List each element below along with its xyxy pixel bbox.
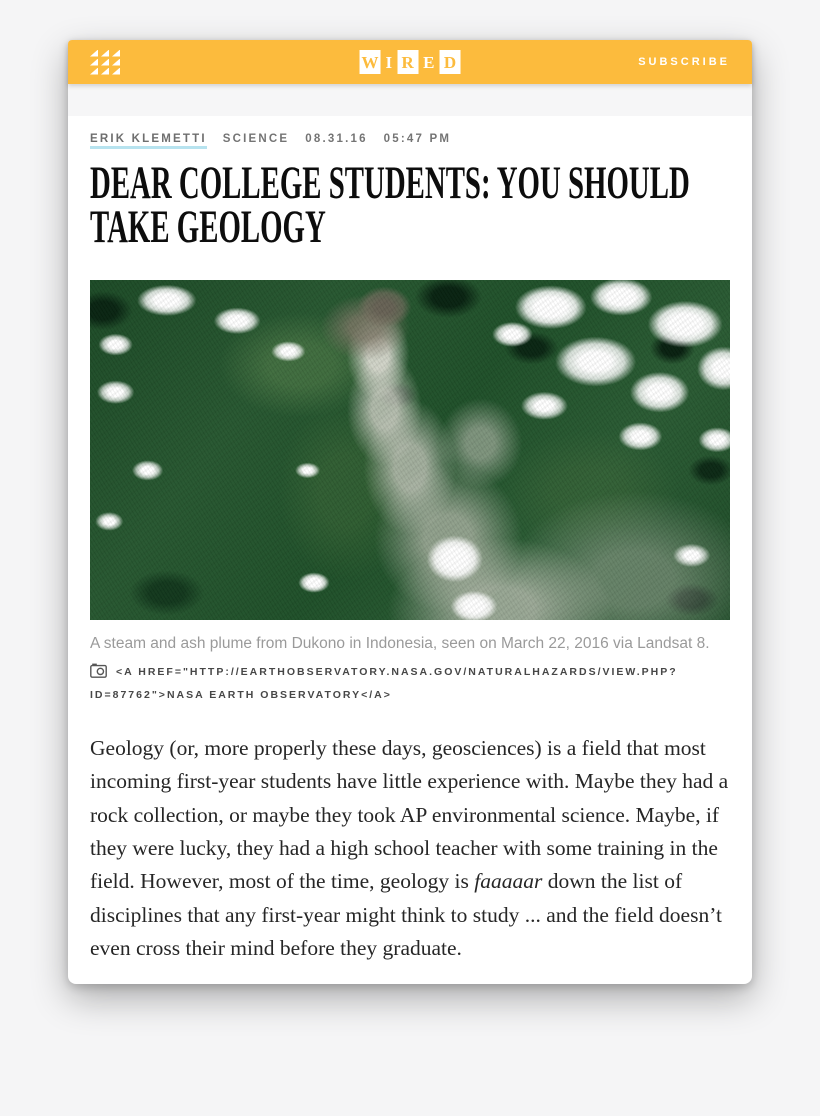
site-header [68, 40, 752, 84]
section-label: SCIENCE [222, 133, 290, 145]
article-card [68, 40, 752, 984]
date-label: 08.31.16 [305, 133, 368, 145]
byline [90, 133, 730, 149]
menu-icon[interactable] [90, 50, 120, 75]
wired-logo[interactable]: W I R E D [360, 50, 461, 74]
body-paragraph: Geology (or, more properly these days, geosciences) is a field that most incoming first-year students have little experience with. Maybe they had a rock collection, or maybe they took AP environmental science. Maybe, if they were lucky, they had a high school teacher with some training in the field. However, most of the time, geology is faaaaar down the list of disciplines that any first-year might think to study ... and the field doesn’t even cross their mind before they graduate. [90, 735, 729, 961]
headline-wrap [90, 157, 730, 253]
time-label: 05:47 PM [383, 133, 452, 145]
author-link[interactable]: ERIK KLEMETTI [90, 133, 207, 149]
hero-image [90, 280, 730, 620]
image-credit[interactable] [90, 663, 730, 706]
image-caption: A steam and ash plume from Dukono in Indonesia, seen on March 22, 2016 via Landsat 8. [90, 635, 710, 652]
subscribe-button[interactable]: SUBSCRIBE [638, 56, 730, 68]
camera-icon [90, 663, 107, 686]
header-substrip [68, 84, 752, 116]
image-credit-text[interactable]: <A HREF="HTTP://EARTHOBSERVATORY.NASA.GOV/NATURALHAZARDS/VIEW.PHP? ID=87762">NASA EARTH OBSERVATORY</A> [90, 665, 678, 701]
headline: DEAR COLLEGE STUDENTS: YOU SHOULD TAKE GEOLOGY [90, 157, 690, 253]
article-content [68, 133, 752, 984]
